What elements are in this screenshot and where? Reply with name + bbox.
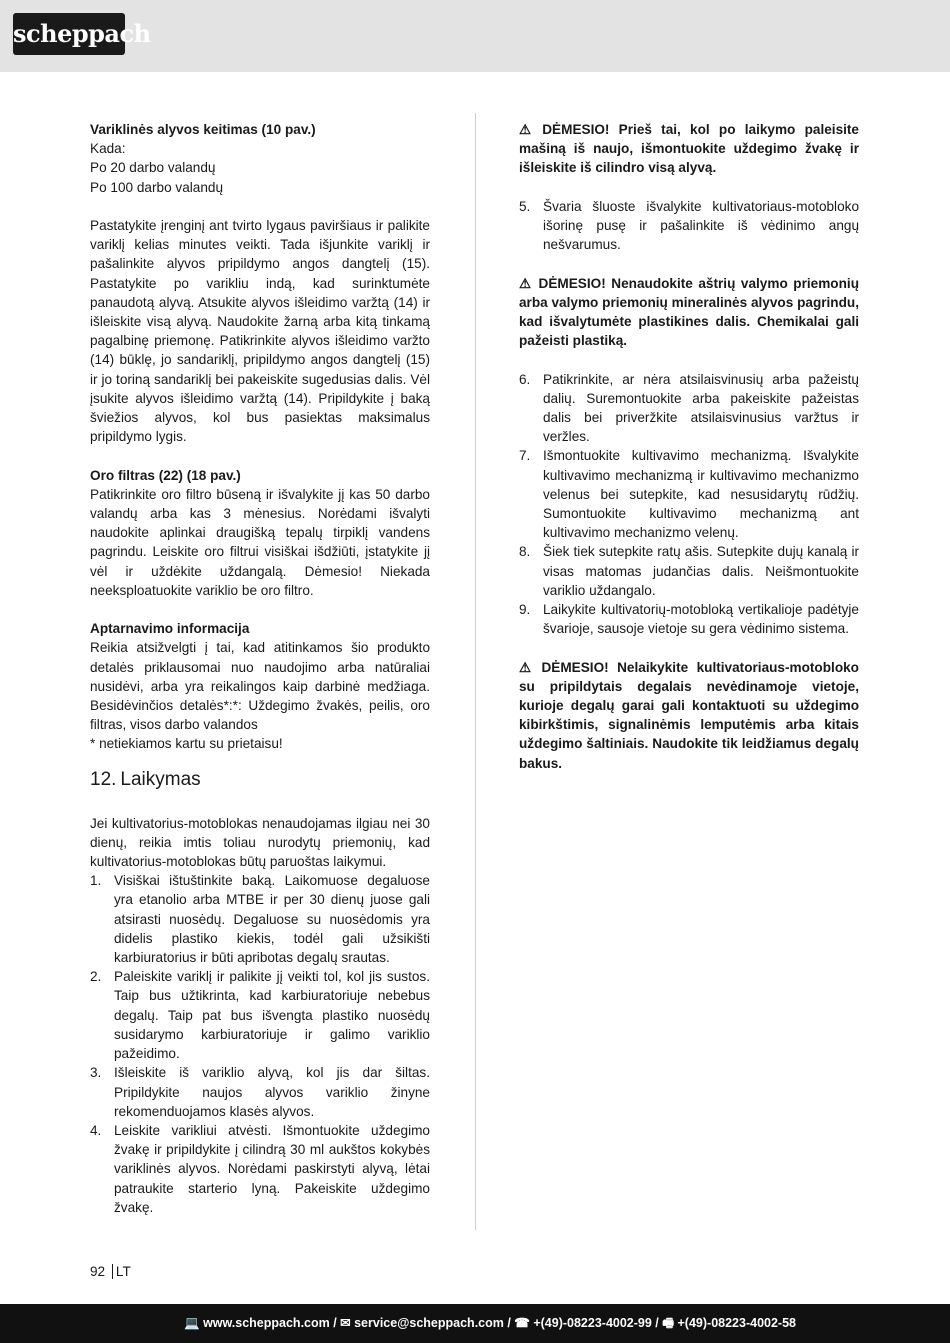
oil-when-item: Po 20 darbo valandų: [90, 160, 216, 176]
list-text: Išleiskite iš variklio alyvą, kol jis dar šiltas. Pripildykite naujos alyvos variklio žinyne rekomenduojamos klasės alyvos.: [114, 1065, 430, 1119]
air-filter-heading: Oro filtras (22) (18 pav.): [90, 467, 241, 483]
list-number: 5.: [519, 198, 531, 214]
list-item: [519, 197, 859, 255]
warning-cleaning-agents: [519, 274, 859, 351]
warning-restart: [519, 120, 859, 178]
list-number: 1.: [90, 873, 102, 889]
list-text: Paleiskite variklį ir palikite jį veikti tol, kol jis sustos. Taip bus užtikrinta, kad karbiuratoriuje nebebus degalų. Taip pat bus išvengta plastiko nuosėdų susidarymo karbiuratoriuje ir galimo variklio pažeidimo.: [114, 969, 430, 1062]
list-item: [90, 967, 430, 1063]
left-column: [90, 120, 430, 1217]
cleaning-step-list: [519, 197, 859, 255]
service-info-body: Reikia atsižvelgti į tai, kad atitinkamos šio produkto detalės priklausomai nuo naudojimo arba natūraliai nusidėvi, arba yra reikalingos kaip darbinė medžiaga. Besidėvinčios detalės*:*: Uždegimo žvakės, peilis, oro filtras, visos darbo valandos: [90, 640, 430, 733]
language-code: LT: [115, 1264, 131, 1279]
list-text: Išmontuokite kultivavimo mechanizmą. Išvalykite kultivavimo mechanizmą ir kultivavimo mechanizmo velenus bei sutepkite, kad nesusidarytų rūdžių. Sumontuokite kultivavimo mechanizmą ant kultivavimo mechanizmo velenų.: [543, 448, 859, 541]
warning-icon: ⚠: [519, 122, 532, 137]
storage-intro: Jei kultivatorius-motoblokas nenaudojamas ilgiau nei 30 dienų, reikia imtis toliau nurodytų priemonių, kad kultivatorius-motoblokas būtų paruoštas laikymui.: [90, 815, 430, 870]
warning-text: DĖMESIO! Nenaudokite aštrių valymo priemonių arba valymo priemonių mineralinės alyvos pagrindu, kad išvalytumėte plastikines dalis. Chemikalai gali pažeisti plastiką.: [519, 275, 859, 349]
list-item: [90, 1121, 430, 1217]
list-number: 6.: [519, 371, 531, 387]
oil-change-body: Pastatykite įrenginį ant tvirto lygaus paviršiaus ir palikite variklį kelias minutes veikti. Tada išjunkite variklį ir pašalinkite alyvos pripildymo angos dangtelį (15). Pastatykite po varikliu indą, kad surinktumėte panaudotą alyvą. Atsukite alyvos išleidimo varžtą (14) ir išleiskite visą alyvą. Naudokite žarną arba kitą tinkamą pagalbinę priemonę. Patikrinkite alyvos išleidimo varžto (14) būklę, jo sandariklį, pripildymo angos dangtelį (15) ir jo toriną sandariklį bei pakeiskite sugedusias dalis. Vėl įsukite alyvos išleidimo varžtą (14). Pripildykite į baką šviežios alyvos, kol bus pasiektas maksimalus pripildymo lygis.: [90, 218, 430, 445]
list-item: [519, 542, 859, 600]
list-text: Visiškai ištuštinkite baką. Laikomuose degaluose yra etanolio arba MTBE ir per 30 dienų juose gali atsirasti nuosėdų. Degaluose su nuosėdomis yra didelis plastiko kiekis, todėl gali užsikišti karbiuratorius ir būti apribotas degalų srautas.: [114, 873, 430, 966]
warning-icon: ⚠: [519, 275, 532, 291]
list-number: 3.: [90, 1065, 102, 1081]
list-number: 2.: [90, 969, 102, 985]
list-number: 4.: [90, 1122, 102, 1138]
warning-text: DĖMESIO! Nelaikykite kultivatoriaus-motobloko su pripildytais degalais nevėdinamoje vietoje, kurioje degalų garai gali kontaktuoti su uždegimo kibirkštimis, signalinėmis lemputėmis arba kitais uždegimo šaltiniais. Naudokite tik leidžiamus degalų bakus.: [519, 659, 859, 771]
right-column: [519, 120, 859, 773]
list-item: [519, 600, 859, 638]
page-number-value: 92: [90, 1264, 106, 1279]
oil-when-item: Po 100 darbo valandų: [90, 179, 224, 195]
list-item: [519, 370, 859, 447]
scheppach-logo: scheppach: [13, 13, 125, 55]
list-number: 7.: [519, 448, 531, 464]
column-divider: [475, 113, 476, 1230]
warning-fuel-storage: [519, 658, 859, 773]
storage-steps-list: [90, 871, 430, 1217]
list-text: Šiek tiek sutepkite ratų ašis. Sutepkite dujų kanalą ir visas matomas judančias dalis. Neišmontuokite variklio uždangalo.: [543, 544, 859, 598]
list-text: Laikykite kultivatorių-motobloką vertikalioje padėtyje švarioje, sausoje vietoje su gera vėdinimo sistema.: [543, 602, 859, 637]
list-number: 9.: [519, 602, 531, 618]
contact-footer: 💻 www.scheppach.com / ✉ service@scheppach.com / ☎ +(49)-08223-4002-99 / 🖷 +(49)-08223-4002-58: [0, 1304, 950, 1343]
section-title-storage: [90, 768, 430, 792]
page-number: [90, 1264, 131, 1279]
warning-text: DĖMESIO! Prieš tai, kol po laikymo paleisite mašiną iš naujo, išmontuokite uždegimo žvakę ir išleiskite iš cilindro visą alyvą.: [519, 122, 859, 176]
list-number: 8.: [519, 544, 531, 560]
list-text: Leiskite varikliui atvėsti. Išmontuokite uždegimo žvakę ir pripildykite į cilindrą 30 ml aukštos kokybės variklinės alyvos. Norėdami paskirstyti alyvą, lėtai patraukite starterio lyną. Pakeiskite uždegimo žvakę.: [114, 1122, 430, 1215]
service-info-note: * netiekiamos kartu su prietaisu!: [90, 736, 283, 752]
list-text: Patikrinkite, ar nėra atsilaisvinusių arba pažeistų dalių. Suremontuokite arba pakeiskite pažeistas dalis bei priveržkite atsilaisvinusius varžtus ir veržles.: [543, 371, 859, 445]
page-header: [0, 0, 950, 72]
oil-change-heading: Variklinės alyvos keitimas (10 pav.): [90, 122, 316, 137]
list-text: Švaria šluoste išvalykite kultivatoriaus-motobloko išorinę pusę ir pašalinkite iš vėdinimo angų nešvarumus.: [543, 198, 859, 253]
service-info-heading: Aptarnavimo informacija: [90, 621, 250, 637]
list-item: [519, 446, 859, 542]
list-item: [90, 1063, 430, 1121]
list-item: [90, 871, 430, 967]
air-filter-body: Patikrinkite oro filtro būseną ir išvalykite jį kas 50 darbo valandų arba kas 3 mėnesius. Norėdami išvalyti naudokite aplinkai draugišką tepalų tirpiklį vandens pagrindu. Leiskite oro filtrui visiškai išdžiūti, įstatykite jį vėl ir uždėkite uždangalą. Dėmesio! Niekada neeksploatuokite variklio be oro filtro.: [90, 486, 430, 598]
oil-when-label: Kada:: [90, 141, 126, 157]
section-number: 12.: [90, 768, 117, 790]
warning-icon: ⚠: [519, 659, 532, 675]
storage-steps-list-continued: [519, 370, 859, 639]
section-title-text: Laikymas: [120, 768, 201, 790]
